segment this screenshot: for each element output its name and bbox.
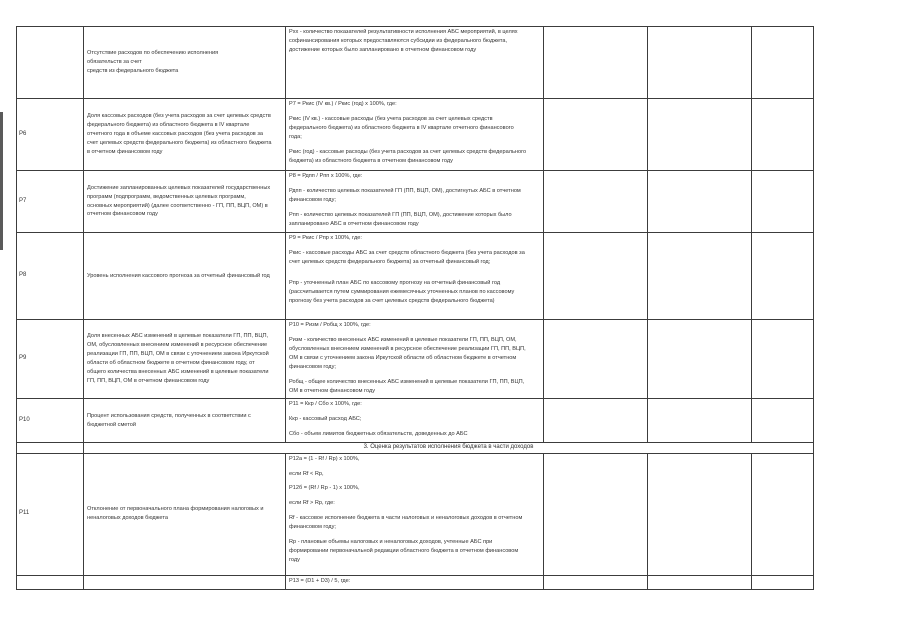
- text-line: Сбо - объем лимитов бюджетных обязательств, доведенных до АБС: [289, 430, 468, 437]
- text-line: году: [289, 557, 300, 564]
- note-cell: [752, 575, 814, 589]
- indicator-description: [84, 453, 286, 575]
- table-row: [17, 575, 814, 589]
- section-title: 3. Оценка результатов исполнения бюджета в части доходов: [84, 443, 814, 454]
- text-line: Доля кассовых расходов (без учета расходов за счет целевых средств: [87, 113, 271, 120]
- text-line: финансовом году;: [289, 196, 336, 203]
- text-line: ОМ, обусловленных внесением изменений в ресурсное обеспечение: [87, 342, 268, 349]
- indicator-code: Р8: [17, 233, 84, 320]
- text-line: Р8 = Рдпп / Рпп х 100%, где:: [289, 173, 363, 179]
- indicator-formula: [286, 27, 544, 99]
- text-line: Rp - плановые объемы налоговых и неналоговых доходов, учтенные АБС при: [289, 539, 493, 546]
- text-line: счет целевых средств федерального бюджета) за отчетный финансовый год;: [289, 258, 491, 265]
- text-line: Ркис - кассовые расходы АБС за счет средств областного бюджета (без учета расходов за: [289, 249, 525, 256]
- text-line: если Rf < Rp,: [289, 470, 324, 477]
- indicator-formula: [286, 399, 544, 443]
- indicator-formula: [286, 320, 544, 399]
- text-line: в отчетном финансовом году: [87, 148, 163, 155]
- note-cell: [752, 171, 814, 233]
- text-line: Рпп - количество целевых показателей ГП (ПП, ВЦП, ОМ), достижение которых было: [289, 211, 512, 218]
- indicator-formula: [286, 233, 544, 320]
- text-line: счет целевых средств федерального бюджета) из областного бюджета: [87, 139, 272, 146]
- weight-cell: [648, 171, 752, 233]
- indicator-code: Р6: [17, 99, 84, 171]
- text-line: Рдпп - количество целевых показателей ГП (ПП, ВЦП, ОМ), достигнутых АБС в отчетном: [289, 187, 521, 194]
- text-line: бюджета) из областного бюджета в отчетном финансовом году: [289, 157, 453, 164]
- score-cell: [544, 99, 648, 171]
- indicator-description: [84, 320, 286, 399]
- text-line: Уровень исполнения кассового прогноза за отчетный финансовый год: [87, 272, 270, 279]
- text-line: Ризм - количество внесенных АБС изменений в целевые показатели ГП, ПП, ВЦП, ОМ,: [289, 336, 517, 343]
- score-cell: [544, 233, 648, 320]
- text-line: формировании первоначальной редакции областного бюджета в отчетном финансовом: [289, 548, 519, 555]
- text-line: Р7 = Ркис (IV кв.) / Ркис (год) х 100%, где:: [289, 101, 397, 107]
- text-line: прогнозу без учета расходов за счет целевых средств федерального бюджета): [289, 297, 495, 304]
- text-line: неналоговых доходов бюджета: [87, 515, 168, 522]
- text-line: средств из федерального бюджета: [87, 67, 179, 74]
- table-row: [17, 320, 814, 399]
- text-line: обусловленных внесением изменений в ресурсное обеспечение реализации ГП, ПП, ВЦП,: [289, 345, 526, 352]
- weight-cell: [648, 99, 752, 171]
- text-line: года;: [289, 133, 302, 140]
- text-line: Ркис (год) - кассовые расходы (без учета расходов за счет целевых средств федерального: [289, 148, 527, 155]
- text-line: ГП, ПП, ВЦП, ОМ в отчетном финансовом году: [87, 377, 210, 384]
- note-cell: [752, 27, 814, 99]
- weight-cell: [648, 399, 752, 443]
- text-line: Достижение запланированных целевых показателей государственных: [87, 184, 271, 191]
- text-line: Робщ - общее количество внесенных АБС изменений в целевые показатели ГП, ПП, ВЦП,: [289, 378, 525, 385]
- indicator-code: [17, 575, 84, 589]
- note-cell: [752, 99, 814, 171]
- table-row: [17, 233, 814, 320]
- text-line: если Rf > Rp, где:: [289, 500, 335, 507]
- table-row: [17, 399, 814, 443]
- indicator-code: Р7: [17, 171, 84, 233]
- table-row: [17, 27, 814, 99]
- text-line: Ккр - кассовый расход АБС;: [289, 415, 362, 422]
- text-line: федерального бюджета) из областного бюджета в IV квартале: [87, 122, 250, 129]
- text-line: Отсутствие расходов по обеспечению исполнения: [87, 50, 219, 57]
- text-line: Rf - кассовое исполнение бюджета в части налоговых и неналоговых доходов в отчетном: [289, 515, 523, 522]
- criteria-table-body: [17, 27, 814, 590]
- score-cell: [544, 399, 648, 443]
- text-line: Рпр - уточненный план АБС по кассовому прогнозу на отчетный финансовый год: [289, 279, 501, 286]
- indicator-code: Р9: [17, 320, 84, 399]
- text-line: запланировано АБС в отчетном финансовом году: [289, 220, 419, 227]
- indicator-description: [84, 171, 286, 233]
- weight-cell: [648, 27, 752, 99]
- weight-cell: [648, 575, 752, 589]
- text-line: основных мероприятий) (далее соответственно - ГП, ПП, ВЦП, ОМ) в: [87, 202, 268, 209]
- indicator-code: Р10: [17, 399, 84, 443]
- text-line: ОМ в отчетном финансовом году: [289, 387, 376, 394]
- table-row: [17, 99, 814, 171]
- indicator-code: Р11: [17, 453, 84, 575]
- indicator-formula: [286, 453, 544, 575]
- text-line: отчетного года в объеме кассовых расходов (без учета расходов за: [87, 131, 264, 138]
- indicator-description: [84, 399, 286, 443]
- indicator-description: [84, 99, 286, 171]
- scan-edge-mark: [0, 112, 3, 250]
- indicator-formula: [286, 99, 544, 171]
- score-cell: [544, 27, 648, 99]
- text-line: обязательств за счет: [87, 59, 142, 66]
- text-line: Р9 = Ркис / Рпр х 100%, где:: [289, 235, 362, 241]
- text-line: (рассчитывается путем суммирования ежемесячных уточненных планов по кассовому: [289, 288, 515, 295]
- text-line: реализации ГП, ПП, ВЦП, ОМ в связи с уточнением закона Иркутской: [87, 351, 269, 358]
- text-line: Доля внесенных АБС изменений в целевые показатели ГП, ПП, ВЦП,: [87, 333, 269, 340]
- indicator-description: [84, 27, 286, 99]
- text-line: бюджетной сметой: [87, 421, 136, 428]
- score-cell: [544, 575, 648, 589]
- text-line: достижение которых было запланировано в отчетном финансовом году: [289, 46, 477, 53]
- text-line: программ (подпрограмм, ведомственных целевых программ,: [87, 193, 246, 200]
- note-cell: [752, 399, 814, 443]
- text-line: Р10 = Ризм / Робщ х 100%, где:: [289, 322, 371, 328]
- text-line: Процент использования средств, полученных в соответствии с: [87, 412, 251, 419]
- indicator-description: [84, 233, 286, 320]
- indicator-description: [84, 575, 286, 589]
- text-line: финансовом году;: [289, 524, 336, 531]
- section-row: [17, 443, 814, 454]
- indicator-formula: [286, 171, 544, 233]
- weight-cell: [648, 320, 752, 399]
- table-row: [17, 171, 814, 233]
- weight-cell: [648, 233, 752, 320]
- score-cell: [544, 453, 648, 575]
- text-line: Рхх - количество показателей результативности исполнения АБС мероприятий, в целях: [289, 29, 518, 35]
- indicator-code: [17, 27, 84, 99]
- text-line: ОМ в связи с уточнением закона Иркутской области об областном бюджете в отчетном: [289, 354, 517, 361]
- weight-cell: [648, 453, 752, 575]
- text-line: Р12а = (1 - Rf / Rp) х 100%,: [289, 455, 360, 462]
- text-line: Р12б = (Rf / Rp - 1) х 100%,: [289, 485, 360, 492]
- note-cell: [752, 320, 814, 399]
- text-line: Отклонение от первоначального плана формирования налоговых и: [87, 506, 264, 513]
- text-line: финансовом году;: [289, 363, 336, 370]
- text-line: общего количества внесенных АБС изменений в целевые показатели: [87, 368, 269, 375]
- text-line: Р11 = Ккр / Сбо х 100%, где:: [289, 401, 362, 407]
- text-line: Ркис (IV кв.) - кассовые расходы (без учета расходов за счет целевых средств: [289, 115, 493, 122]
- text-line: отчетном финансовом году: [87, 211, 158, 218]
- score-cell: [544, 171, 648, 233]
- text-line: софинансирования которых предоставляются субсидии из федерального бюджета,: [289, 37, 508, 44]
- text-line: Р13 = (D1 + D3) / 5, где:: [289, 577, 351, 584]
- table-row: [17, 453, 814, 575]
- note-cell: [752, 453, 814, 575]
- text-line: области об областном бюджете в отчетном финансовом году, от: [87, 360, 255, 366]
- criteria-table: [16, 26, 814, 590]
- text-line: федерального бюджета) из областного бюджета в IV квартале отчетного финансового: [289, 124, 514, 131]
- indicator-formula: [286, 575, 544, 589]
- score-cell: [544, 320, 648, 399]
- note-cell: [752, 233, 814, 320]
- section-empty-cell: [17, 443, 84, 454]
